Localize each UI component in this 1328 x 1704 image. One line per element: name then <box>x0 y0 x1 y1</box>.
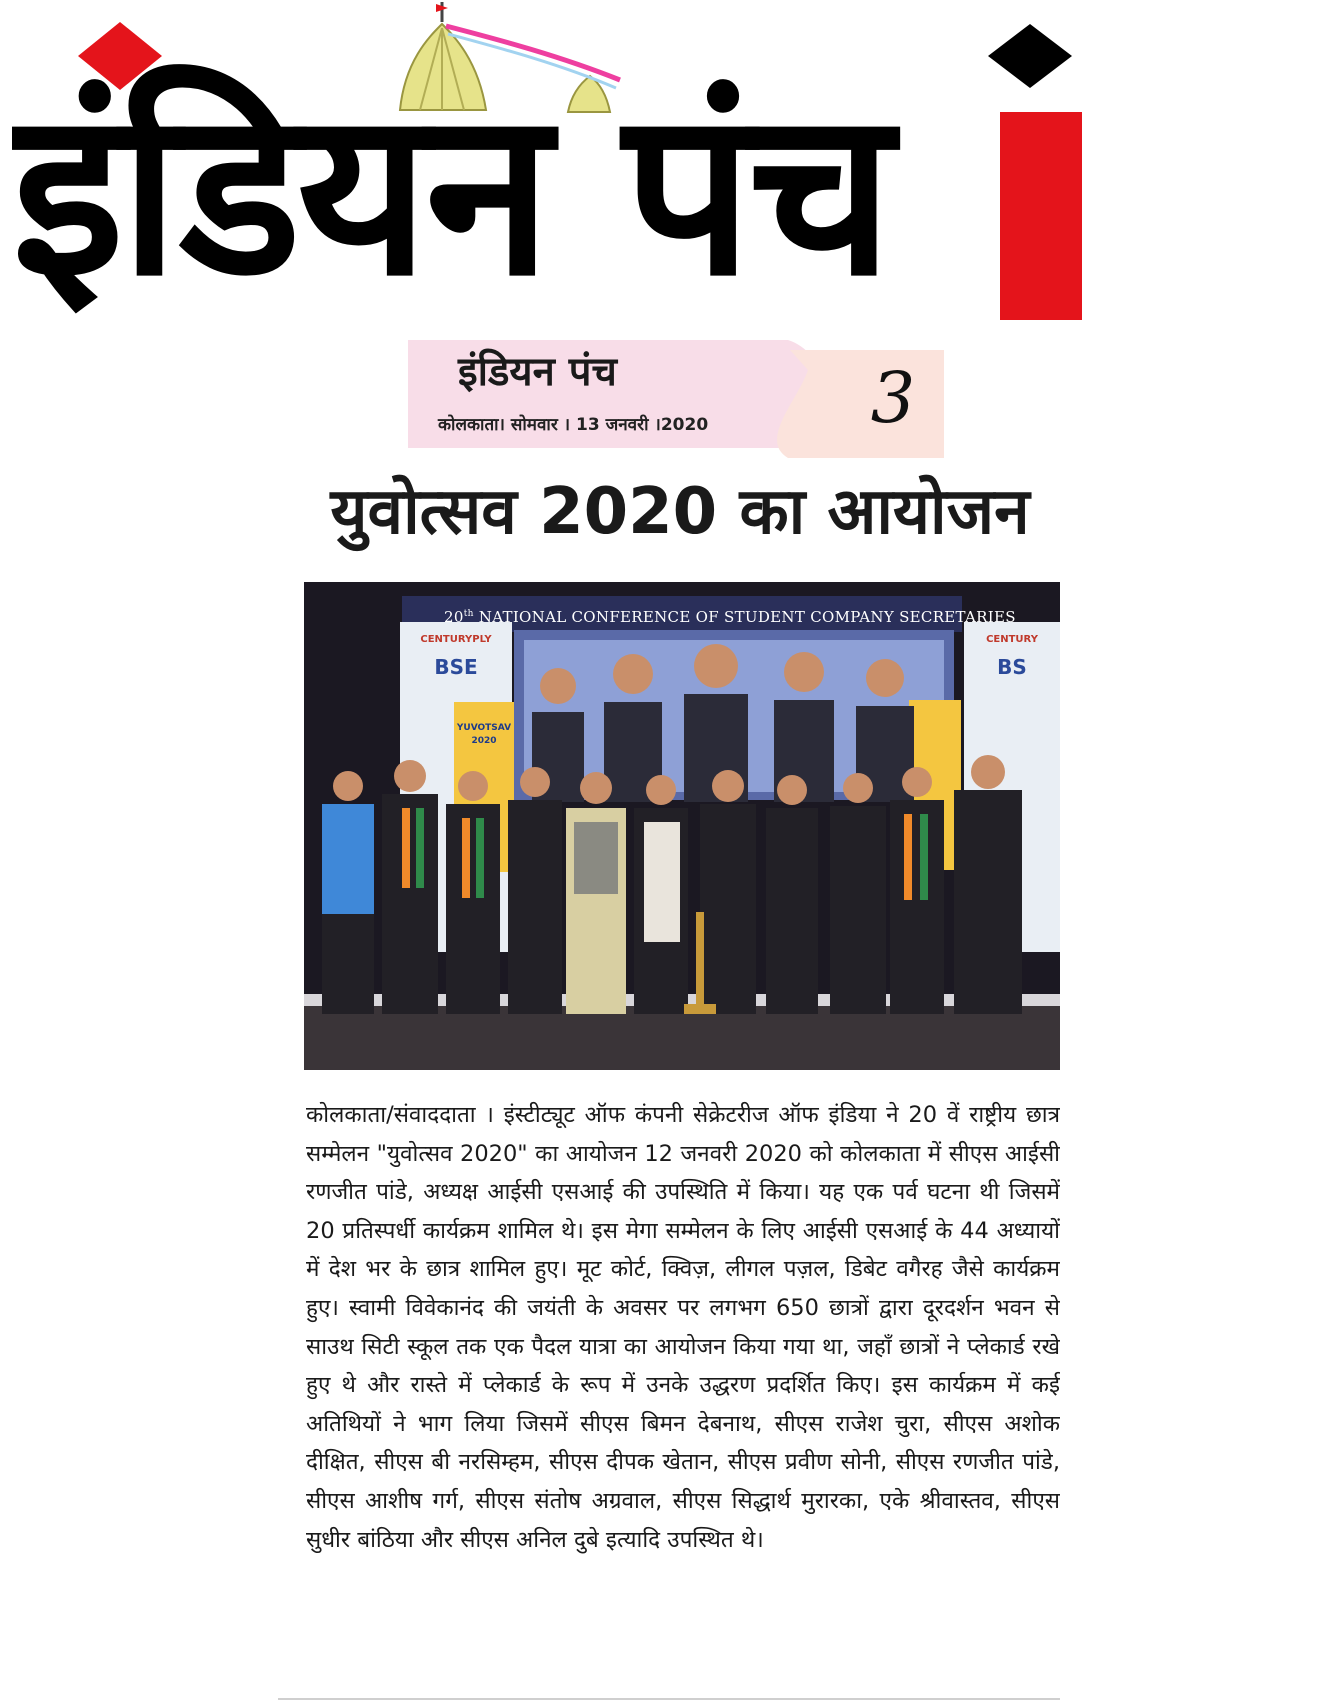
event-photo <box>304 582 1060 1070</box>
article-body: कोलकाता/संवाददाता । इंस्टीट्यूट ऑफ कंपनी सेक्रेटरीज ऑफ इंडिया ने 20 वें राष्ट्रीय छात्र सम्मेलन "युवोत्सव 2020" का आयोजन 12 जनवरी 2020 को कोलकाता में सीएस आईसी रणजीत पांडे, अध्यक्ष आईसी एसआई की उपस्थिति में किया। यह एक पर्व घटना थी जिसमें 20 प्रतिस्पर्धी कार्यक्रम शामिल थे। इस मेगा सम्मेलन के लिए आईसी एसआई के 44 अध्यायों में देश भर के छात्र शामिल हुए। मूट कोर्ट, क्विज़, लीगल पज़ल, डिबेट वगैरह जैसे कार्यक्रम हुए। स्वामी विवेकानंद की जयंती के अवसर पर लगभग 650 छात्रों द्वारा दूरदर्शन भवन से साउथ सिटी स्कूल तक एक पैदल यात्रा का आयोजन किया गया था, जहाँ छात्रों ने प्लेकार्ड रखे हुए थे और रास्ते में प्लेकार्ड के रूप में उनके उद्धरण प्रदर्शित किए। इस कार्यक्रम में कई अतिथियों ने भाग लिया जिसमें सीएस बिमन देबनाथ, सीएस राजेश चुरा, सीएस अशोक दीक्षित, सीएस बी नरसिम्हम, सीएस दीपक खेतान, सीएस प्रवीण सोनी, सीएस रणजीत पांडे, सीएस आशीष गर्ग, सीएस संतोष अग्रवाल, सीएस सिद्धार्थ मुरारका, एके श्रीवास्तव, सीएस सुधीर बांठिया और सीएस अनिल दुबे इत्यादि उपस्थित थे। <box>306 1102 1060 1553</box>
masthead <box>0 0 1328 340</box>
photo-banner <box>444 604 1016 626</box>
standee-text: YUVOTSAV 2020 <box>456 723 512 746</box>
strip-title: इंडियन पंच <box>458 349 617 395</box>
right-sponsor-exchange: BS <box>997 655 1027 679</box>
left-sponsor-brand: CENTURYPLY <box>420 634 492 645</box>
page-header-strip <box>408 340 944 458</box>
right-sponsor-brand: CENTURY <box>986 634 1038 645</box>
banner-ordinal-suffix: th <box>463 609 474 619</box>
bottom-divider <box>278 1698 1060 1700</box>
article-headline: युवोत्सव 2020 का आयोजन <box>330 475 1030 549</box>
banner-title: NATIONAL CONFERENCE OF STUDENT COMPANY SECRETARIES <box>478 608 1016 626</box>
left-sponsor-exchange: BSE <box>434 655 478 679</box>
newspaper-title: इंडियन पंच <box>12 60 890 326</box>
dateline: कोलकाता। सोमवार । 13 जनवरी ।2020 <box>438 415 709 435</box>
banner-ordinal: 20 <box>444 608 464 626</box>
page-number: 3 <box>870 357 916 439</box>
